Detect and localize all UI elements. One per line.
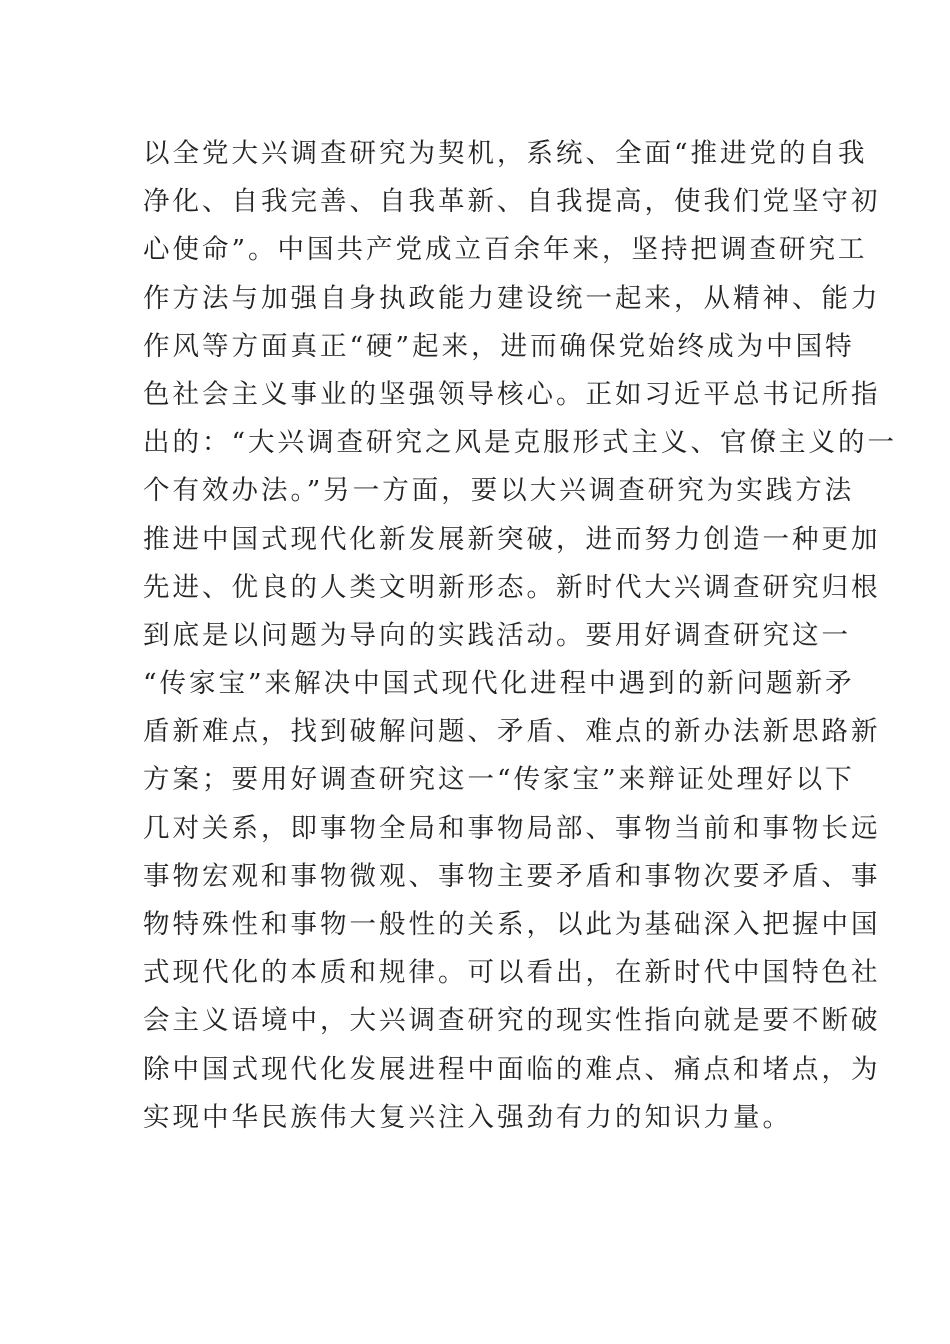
text-line: 到底是以问题为导向的实践活动。要用好调查研究这一 xyxy=(143,619,851,651)
text-line: 推进中国式现代化新发展新突破，进而努力创造一种更加 xyxy=(143,523,881,555)
text-line: 先进、优良的人类文明新形态。新时代大兴调查研究归根 xyxy=(143,571,881,603)
text-line: 作方法与加强自身执政能力建设统一起来，从精神、能力 xyxy=(143,282,881,314)
text-line: 物特殊性和事物一般性的关系，以此为基础深入把握中国 xyxy=(143,909,881,940)
text-line: 色社会主义事业的坚强领导核心。正如习近平总书记所指 xyxy=(143,378,881,410)
text-line: 出的：“大兴调查研究之风是克服形式主义、官僚主义的一 xyxy=(143,427,898,459)
text-line: 会主义语境中，大兴调查研究的现实性指向就是要不断破 xyxy=(143,1005,881,1037)
text-line: 作风等方面真正“硬”起来，进而确保党始终成为中国特 xyxy=(143,330,855,362)
text-line: 事物宏观和事物微观、事物主要矛盾和事物次要矛盾、事 xyxy=(143,860,881,892)
text-line: 实现中华民族伟大复兴注入强劲有力的知识力量。 xyxy=(143,1101,792,1133)
text-line: “传家宝”来解决中国式现代化进程中遇到的新问题新矛 xyxy=(143,668,855,700)
text-line: 净化、自我完善、自我革新、自我提高，使我们党坚守初 xyxy=(143,186,881,218)
text-line: 心使命”。中国共产党成立百余年来，坚持把调查研究工 xyxy=(143,234,868,266)
text-line: 盾新难点，找到破解问题、矛盾、难点的新办法新思路新 xyxy=(143,716,881,748)
text-line: 个有效办法。”另一方面，要以大兴调查研究为实践方法 xyxy=(143,475,855,507)
body-paragraph xyxy=(143,130,898,1142)
text-line: 除中国式现代化发展进程中面临的难点、痛点和堵点，为 xyxy=(143,1053,881,1085)
text-line: 以全党大兴调查研究为契机，系统、全面“推进党的自我 xyxy=(143,138,868,169)
text-line: 方案；要用好调查研究这一“传家宝”来辩证处理好以下 xyxy=(143,764,855,796)
text-line: 式现代化的本质和规律。可以看出，在新时代中国特色社 xyxy=(143,957,881,989)
text-line: 几对关系，即事物全局和事物局部、事物当前和事物长远 xyxy=(143,812,881,844)
